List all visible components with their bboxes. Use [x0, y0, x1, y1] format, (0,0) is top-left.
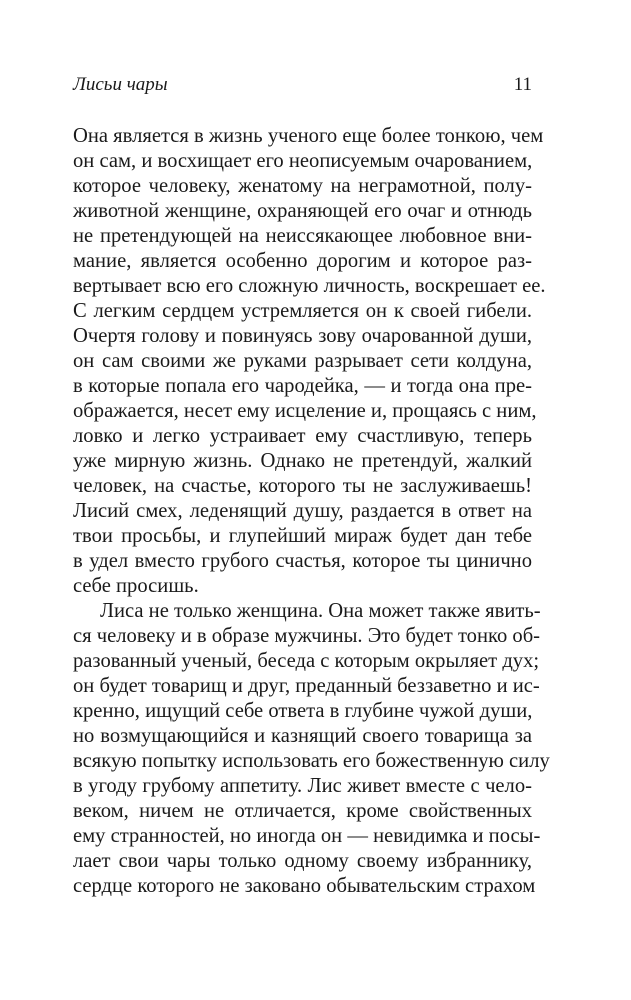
text-line: всякую попытку использовать его божественную силу [73, 750, 550, 772]
text-line: Лисий смех, леденящий душу, раздается в ответ на [73, 500, 532, 522]
text-line: в угоду грубому аппетиту. Лис живет вместе с чело- [73, 775, 532, 797]
text-line: он будет товарищ и друг, преданный беззаветно и ис- [73, 675, 540, 697]
paragraph [73, 599, 550, 899]
body-text [73, 124, 550, 899]
text-line: веком, ничем не отличается, кроме свойственных [73, 800, 532, 822]
text-line: лает свои чары только одному своему избраннику, [73, 850, 532, 872]
text-line: мание, является особенно дорогим и которое раз- [73, 250, 532, 272]
text-line: ему странностей, но иногда он — невидимка и посы- [73, 825, 541, 847]
text-line: ловко и легко устраивает ему счастливую, теперь [73, 425, 532, 447]
text-line: вертывает всю его сложную личность, воскрешает ее. [73, 275, 546, 297]
page-header [73, 74, 532, 100]
text-line: он сам своими же руками разрывает сети колдуна, [73, 350, 532, 372]
text-line: не претендующей на неиссякающее любовное вни- [73, 225, 532, 247]
text-line: в которые попала его чародейка, — и тогда она пре- [73, 375, 532, 397]
text-line: разованный ученый, беседа с которым окрыляет дух; [73, 650, 540, 672]
text-line: Она является в жизнь ученого еще более тонкою, чем [73, 125, 544, 147]
text-line: сердце которого не заковано обывательским страхом [73, 875, 536, 897]
text-line: уже мирную жизнь. Однако не претендуй, жалкий [73, 450, 532, 472]
text-line: твои просьбы, и глупейший мираж будет дан тебе [73, 525, 532, 547]
page-number: 11 [513, 74, 532, 95]
text-line: С легким сердцем устремляется он к своей гибели. [73, 300, 532, 322]
text-line: в удел вместо грубого счастья, которое ты цинично [73, 550, 532, 572]
text-line: кренно, ищущий себе ответа в глубине чужой души, [73, 700, 533, 722]
text-line: он сам, и восхищает его неописуемым очарованием, [73, 150, 533, 172]
text-line: Очертя голову и повинуясь зову очарованной души, [73, 325, 532, 347]
running-title: Лисьи чары [73, 74, 168, 95]
text-line: себе просишь. [73, 575, 199, 597]
text-line: которое человеку, женатому на неграмотной, полу- [73, 175, 532, 197]
text-line: ображается, несет ему исцеление и, прощаясь с ним, [73, 400, 537, 422]
text-line: человек, на счастье, которого ты не заслуживаешь! [73, 475, 532, 497]
paragraph [73, 124, 546, 599]
text-line: но возмущающийся и казнящий своего товарища за [73, 725, 532, 747]
text-line: животной женщине, охраняющей его очаг и отнюдь [73, 200, 532, 222]
text-line: Лиса не только женщина. Она может также явить- [100, 600, 541, 622]
text-line: ся человеку и в образе мужчины. Это будет тонко об- [73, 625, 541, 647]
